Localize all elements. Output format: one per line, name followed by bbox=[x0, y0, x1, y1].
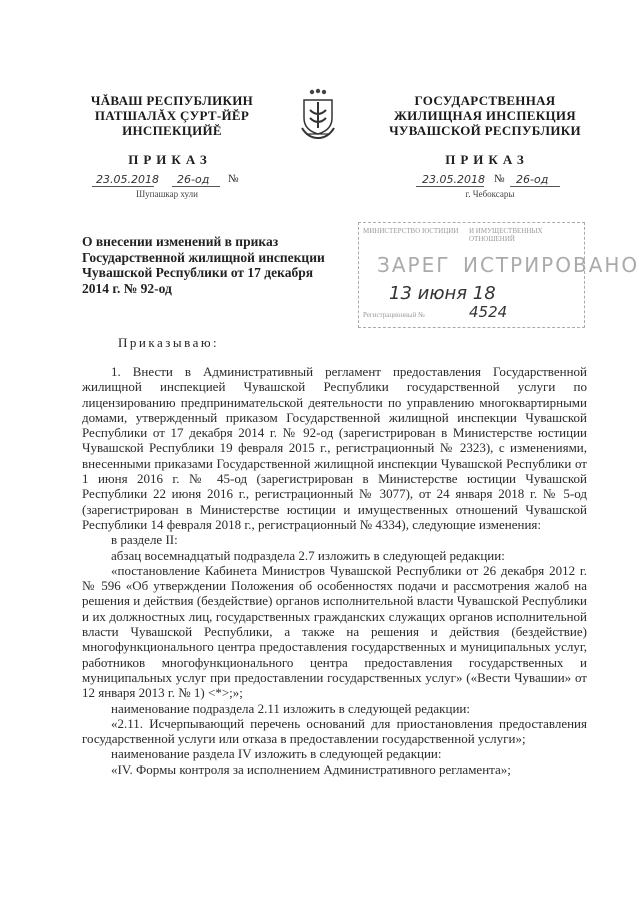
right-prikaz: ПРИКАЗ bbox=[445, 152, 529, 167]
left-number-underline bbox=[172, 186, 220, 187]
left-header-line: ИНСПЕКЦИЙĔ bbox=[122, 123, 222, 138]
right-header-line: ЖИЛИЩНАЯ ИНСПЕКЦИЯ bbox=[393, 108, 576, 123]
left-header-line: ПАТШАЛĂХ ÇУРТ-ЙĔР bbox=[94, 108, 250, 123]
right-number-sign: № bbox=[494, 173, 505, 185]
stamp-reg-label: Регистрационный № bbox=[363, 311, 425, 319]
body-paragraph: «2.11. Исчерпывающий перечень оснований для приостановления предоставления государственной услуги или отказа в предоставлении государственной услуги»; bbox=[82, 715, 587, 747]
right-city: г. Чебоксары bbox=[465, 189, 515, 199]
left-prikaz: ПРИКАЗ bbox=[128, 152, 212, 167]
right-date-underline bbox=[416, 186, 484, 187]
stamp-top-left: МИНИСТЕРСТВО ЮСТИЦИИ bbox=[363, 227, 459, 235]
right-number: 26-од bbox=[516, 173, 549, 186]
left-header bbox=[82, 93, 262, 138]
body-paragraph: абзац восемнадцатый подраздела 2.7 изложить в следующей редакции: bbox=[111, 547, 505, 563]
right-header bbox=[380, 93, 590, 138]
right-header-line: ГОСУДАРСТВЕННАЯ bbox=[414, 93, 556, 108]
left-date-number bbox=[92, 173, 252, 187]
left-number: 26-од bbox=[177, 173, 210, 186]
left-number-sign: № bbox=[228, 173, 239, 185]
chuvash-coat-of-arms-icon bbox=[298, 88, 338, 140]
body-paragraph: «IV. Формы контроля за исполнением Административного регламента»; bbox=[111, 761, 511, 777]
left-date: 23.05.2018 bbox=[96, 173, 159, 186]
body-paragraph: 1. Внести в Административный регламент предоставления Государственной жилищной инспекцией Чувашской Республики государственной услуги по лицензированию предпринимательской деятельности по управлению многоквартирными домами, утвержденный приказом Государственной жилищной инспекции Чувашской Республики от 17 декабря 2014 г. № 92-од (зарегистрирован в Министерстве юстиции Чувашской Республики 19 февраля 2015 г., регистрационный № 2323), с изменениями, внесенными приказами Государственной жилищной инспекции Чувашской Республики от 1 июня 2016 г. № 45-од (зарегистрирован в Министерстве юстиции Чувашской Республики 22 июня 2016 г., регистрационный № 3077), от 24 января 2018 г. № 5-од (зарегистрирован в Министерстве юстиции и имущественных отношений Чувашской Республики 14 февраля 2018 г., регистрационный № 4334), следующие изменения: bbox=[82, 364, 587, 532]
left-header-line: ЧĂВАШ РЕСПУБЛИКИН bbox=[90, 93, 254, 108]
stamp-date-handwritten: 13 июня 18 bbox=[389, 283, 496, 304]
order-word: Приказываю: bbox=[118, 335, 220, 350]
right-header-line: ЧУВАШСКОЙ РЕСПУБЛИКИ bbox=[389, 123, 581, 138]
stamp-registered: ИСТРИРОВАНО bbox=[463, 253, 639, 277]
body-paragraph: наименование подраздела 2.11 изложить в следующей редакции: bbox=[111, 700, 470, 716]
emblem bbox=[298, 88, 338, 140]
document-title: О внесении изменений в приказ Государственной жилищной инспекции Чувашской Республики от 17 декабря 2014 г. № 92-од bbox=[82, 234, 325, 296]
document-body bbox=[82, 364, 587, 777]
left-date-underline bbox=[92, 186, 154, 187]
right-date: 23.05.2018 bbox=[422, 173, 485, 186]
stamp-reg-number: 4524 bbox=[469, 303, 508, 321]
registration-stamp bbox=[358, 222, 639, 328]
left-city: Шупашкар хули bbox=[136, 189, 198, 199]
body-paragraph: «постановление Кабинета Министров Чувашской Республики от 26 декабря 2012 г. № 596 «Об утверждении Положения об особенностях подачи и рассмотрения жалоб на решения и действия (бездействие) органов исполнительной власти Чувашской Республики и их должностных лиц, государственных гражданских служащих органов исполнительной власти Чувашской Республики, а также на решения и действия (бездействие) многофункционального центра предоставления государственных и муниципальных услуг, работников многофункционального центра предоставления государственных и муниципальных услуг при предоставлении государственных услуг» («Вести Чувашии» от 12 января 2013 г. № 1) <*>;»; bbox=[82, 562, 587, 701]
stamp-zareg: ЗАРЕГ bbox=[377, 253, 451, 277]
right-number-underline bbox=[510, 186, 560, 187]
right-date-number bbox=[416, 173, 586, 187]
body-paragraph: в разделе II: bbox=[111, 532, 178, 548]
body-paragraph: наименование раздела IV изложить в следующей редакции: bbox=[111, 746, 442, 762]
stamp-top-right: И ИМУЩЕСТВЕННЫХ ОТНОШЕНИЙ bbox=[469, 227, 543, 243]
